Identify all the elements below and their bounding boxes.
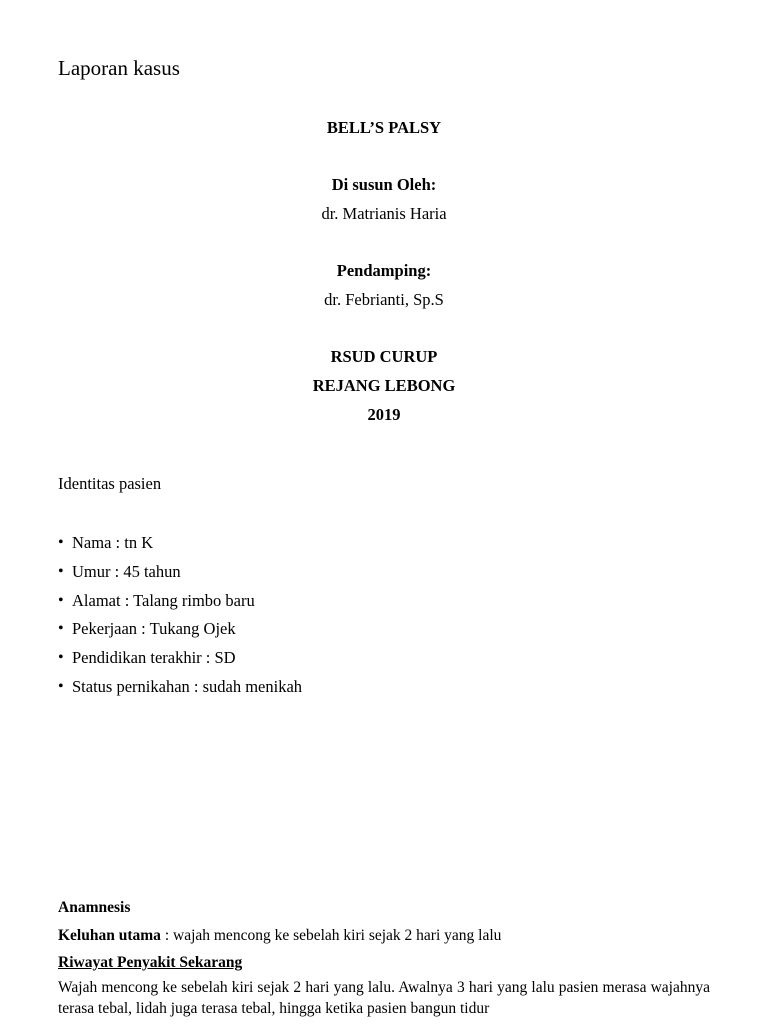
document-label: Laporan kasus [58,56,180,80]
anamnesis-heading: Anamnesis [58,899,131,916]
chief-complaint [58,927,501,945]
chief-complaint-text: : wajah mencong ke sebelah kiri sejak 2 hari yang lalu [160,927,502,944]
document-year: 2019 [367,405,401,424]
identity-marital-status: Status pernikahan : sudah menikah [72,676,303,696]
identity-occupation: Pekerjaan : Tukang Ojek [72,619,236,639]
supervisor-heading: Pendamping: [336,261,432,280]
document-title: BELL’S PALSY [326,118,442,137]
list-item [58,615,302,644]
identity-name: Nama : tn K [72,533,154,552]
list-item [58,529,302,558]
bullet-icon: • [58,562,64,580]
list-item [58,673,302,702]
bullet-icon: • [58,591,64,609]
author-name: dr. Matrianis Haria [321,204,447,223]
identity-age: Umur : 45 tahun [72,561,181,581]
list-item [58,558,302,587]
identity-list [58,529,302,702]
institution-line-1: RSUD CURUP [330,347,438,366]
list-item [58,644,302,673]
history-heading: Riwayat Penyakit Sekarang [58,954,243,971]
bullet-icon: • [58,677,64,695]
bullet-icon: • [58,620,64,638]
bullet-icon: • [58,649,64,667]
identity-education: Pendidikan terakhir : SD [72,648,236,668]
history-paragraph: Wajah mencong ke sebelah kiri sejak 2 hari yang lalu. Awalnya 3 hari yang lalu pasien merasa wajahnya terasa tebal, lidah juga terasa tebal, hingga ketika pasien bangun tidur [58,979,710,1017]
bullet-icon: • [58,534,64,551]
list-item [58,587,302,616]
identity-address: Alamat : Talang rimbo baru [72,590,255,610]
supervisor-name: dr. Febrianti, Sp.S [324,290,444,309]
chief-complaint-label: Keluhan utama [58,927,161,944]
identity-heading: Identitas pasien [58,474,162,493]
institution-line-2: REJANG LEBONG [312,376,456,395]
author-heading: Di susun Oleh: [331,175,437,194]
